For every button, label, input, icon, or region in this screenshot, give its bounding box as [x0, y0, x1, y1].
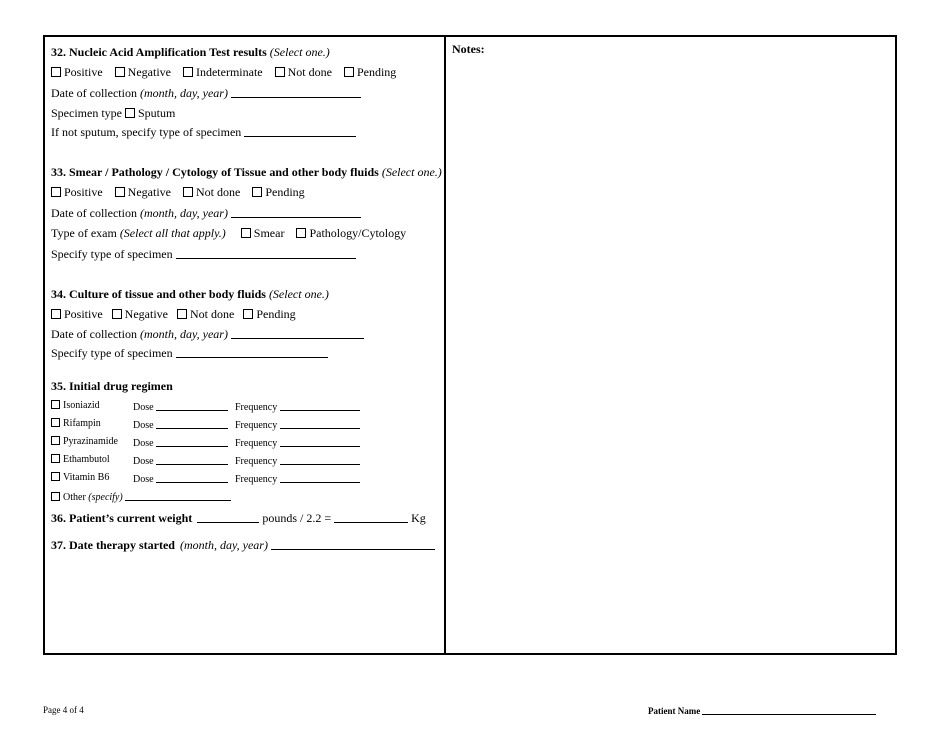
q33-exam-smear[interactable]: Smear [241, 226, 285, 240]
drug-row-other: Other (specify) [51, 489, 231, 505]
q32-specimen-field[interactable] [244, 125, 356, 137]
q33-title: 33. Smear / Pathology / Cytology of Tissue and other body fluids [51, 165, 379, 179]
patient-name-row: Patient Name [648, 705, 876, 716]
dose-field[interactable]: Dose [133, 453, 228, 467]
dose-field[interactable]: Dose [133, 399, 228, 413]
frequency-field[interactable]: Frequency [235, 471, 360, 485]
q32-hint: (Select one.) [269, 45, 330, 59]
drug-row [51, 435, 118, 449]
notes-label: Notes: [452, 42, 485, 56]
checkbox[interactable] [51, 436, 60, 445]
checkbox[interactable] [51, 67, 61, 77]
q32-date-field[interactable] [231, 86, 361, 98]
q36-row: 36. Patient’s current weight pounds / 2.2 = Kg [51, 511, 426, 525]
weight-pounds-field[interactable] [197, 511, 259, 523]
checkbox[interactable] [241, 228, 251, 238]
q32-options [51, 65, 405, 79]
q33-hint: (Select one.) [381, 165, 442, 179]
q33-option-not-done[interactable]: Not done [183, 185, 240, 199]
q34-heading [51, 287, 329, 301]
checkbox[interactable] [51, 418, 60, 427]
checkbox[interactable] [51, 454, 60, 463]
q32-not-sputum-row: If not sputum, specify type of specimen [51, 125, 356, 139]
drug-row [51, 471, 109, 485]
patient-name-field[interactable] [702, 705, 876, 715]
rifampin-checkbox[interactable]: Rifampin [51, 418, 101, 429]
frequency-field[interactable]: Frequency [235, 399, 360, 413]
q32-option-indeterminate[interactable]: Indeterminate [183, 65, 263, 79]
q34-specify-row: Specify type of specimen [51, 346, 328, 360]
q33-date-row: Date of collection (month, day, year) [51, 206, 361, 220]
checkbox[interactable] [275, 67, 285, 77]
dose-field[interactable]: Dose [133, 471, 228, 485]
sputum-checkbox[interactable] [125, 108, 135, 118]
q34-option-pending[interactable]: Pending [243, 307, 295, 321]
q33-date-field[interactable] [231, 206, 361, 218]
drug-row [51, 417, 101, 431]
q32-option-pending[interactable]: Pending [344, 65, 396, 79]
drug-row [51, 399, 100, 413]
q33-exam-pathology[interactable]: Pathology/Cytology [296, 226, 406, 240]
q32-option-negative[interactable]: Negative [115, 65, 171, 79]
q33-specify-row: Specify type of specimen [51, 247, 356, 261]
q34-date-row: Date of collection (month, day, year) [51, 327, 364, 341]
checkbox[interactable] [51, 400, 60, 409]
isoniazid-checkbox[interactable]: Isoniazid [51, 400, 100, 411]
q32-heading [51, 45, 330, 59]
checkbox[interactable] [243, 309, 253, 319]
other-drug-checkbox[interactable]: Other [51, 492, 86, 503]
q34-option-negative[interactable]: Negative [112, 307, 168, 321]
checkbox[interactable] [115, 67, 125, 77]
checkbox[interactable] [51, 187, 61, 197]
q33-option-negative[interactable]: Negative [115, 185, 171, 199]
page-number: Page 4 of 4 [43, 705, 84, 715]
other-drug-field[interactable] [125, 489, 231, 501]
q34-title: 34. Culture of tissue and other body fluids [51, 287, 266, 301]
checkbox[interactable] [115, 187, 125, 197]
checkbox[interactable] [177, 309, 187, 319]
drug-row [51, 453, 110, 467]
checkbox[interactable] [183, 187, 193, 197]
q32-option-not-done[interactable]: Not done [275, 65, 332, 79]
vitamin-b6-checkbox[interactable]: Vitamin B6 [51, 472, 109, 483]
ethambutol-checkbox[interactable]: Ethambutol [51, 454, 110, 465]
frequency-field[interactable]: Frequency [235, 435, 360, 449]
weight-kg-field[interactable] [334, 511, 408, 523]
q37-row: 37. Date therapy started (month, day, year) [51, 538, 435, 552]
frequency-field[interactable]: Frequency [235, 453, 360, 467]
q35-title: 35. Initial drug regimen [51, 379, 173, 393]
q33-specimen-field[interactable] [176, 247, 356, 259]
checkbox[interactable] [51, 472, 60, 481]
q32-option-positive[interactable]: Positive [51, 65, 103, 79]
checkbox[interactable] [183, 67, 193, 77]
checkbox[interactable] [51, 492, 60, 501]
q36-title: 36. Patient’s current weight [51, 511, 193, 525]
q33-heading [51, 165, 442, 179]
frequency-field[interactable]: Frequency [235, 417, 360, 431]
q32-specimen-row: Specimen type Sputum [51, 106, 176, 120]
q34-hint: (Select one.) [268, 287, 329, 301]
checkbox[interactable] [112, 309, 122, 319]
dose-field[interactable]: Dose [133, 435, 228, 449]
q34-option-not-done[interactable]: Not done [177, 307, 234, 321]
q33-options [51, 185, 314, 199]
q34-specimen-field[interactable] [176, 346, 328, 358]
q33-option-pending[interactable]: Pending [252, 185, 304, 199]
q37-title: 37. Date therapy started [51, 538, 175, 552]
q34-options [51, 307, 296, 321]
q34-date-field[interactable] [231, 327, 364, 339]
column-divider [444, 37, 446, 653]
q32-title: 32. Nucleic Acid Amplification Test results [51, 45, 267, 59]
pyrazinamide-checkbox[interactable]: Pyrazinamide [51, 436, 118, 447]
therapy-date-field[interactable] [271, 538, 435, 550]
form-frame [43, 35, 897, 655]
q32-date-row: Date of collection (month, day, year) [51, 86, 361, 100]
dose-field[interactable]: Dose [133, 417, 228, 431]
q33-exam-row: Type of exam (Select all that apply.) Smear Pathology/Cytology [51, 226, 407, 240]
q33-option-positive[interactable]: Positive [51, 185, 103, 199]
q34-option-positive[interactable]: Positive [51, 307, 103, 321]
checkbox[interactable] [252, 187, 262, 197]
left-column [45, 37, 444, 653]
checkbox[interactable] [296, 228, 306, 238]
checkbox[interactable] [344, 67, 354, 77]
checkbox[interactable] [51, 309, 61, 319]
